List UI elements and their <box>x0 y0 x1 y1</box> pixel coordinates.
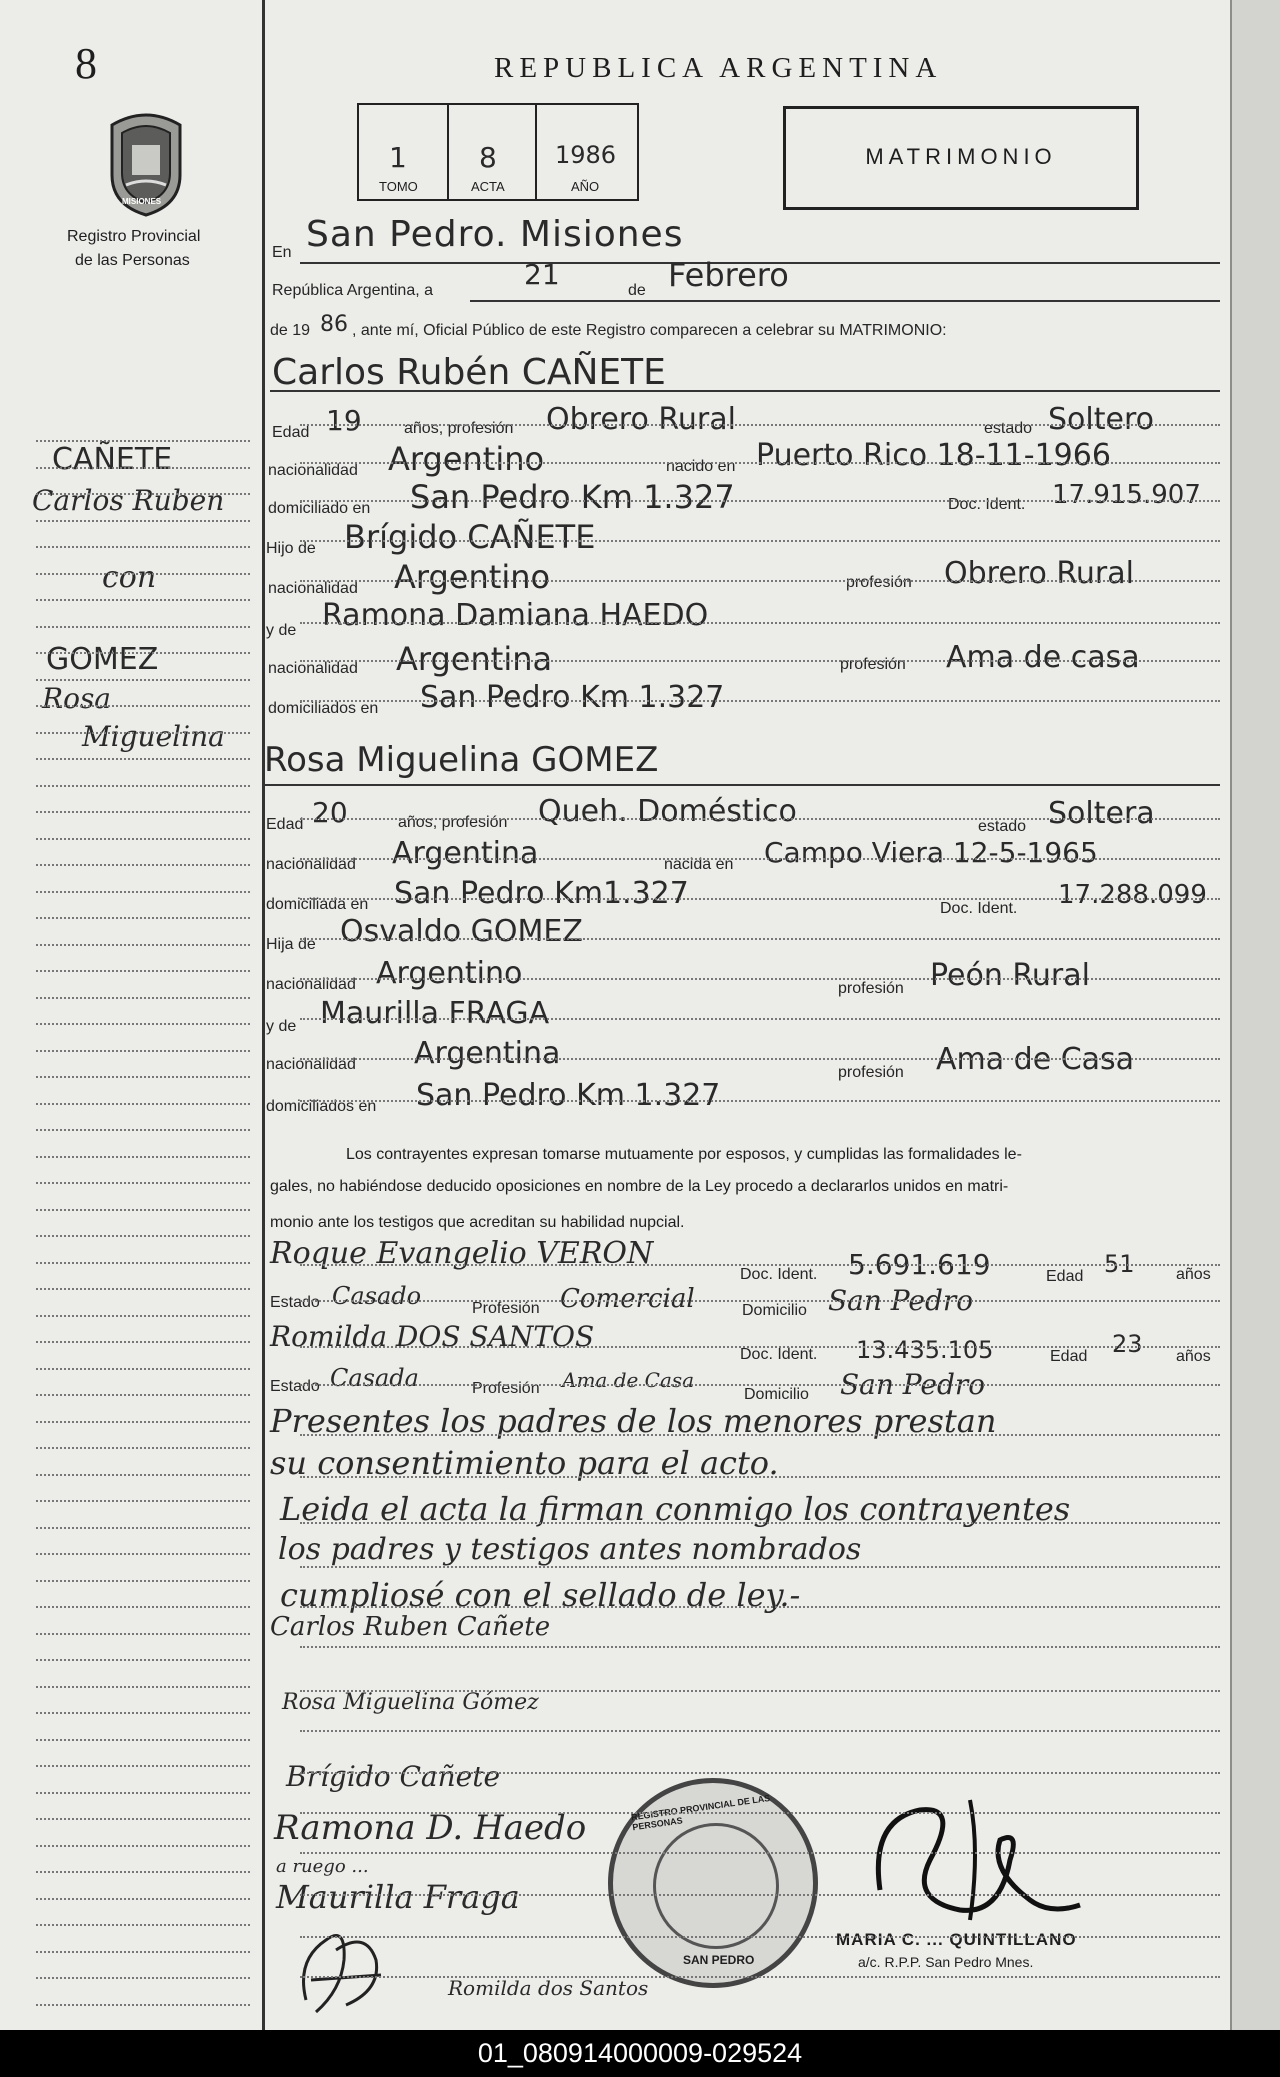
margin-rule-line <box>36 1606 250 1608</box>
margin-rule-line <box>36 1209 250 1211</box>
signature-witness2: Romilda dos Santos <box>448 1976 649 2000</box>
notes-line-4: los padres y testigos antes nombrados <box>278 1532 862 1567</box>
groom-padres-dom: San Pedro Km 1.327 <box>420 680 725 715</box>
page-number: 8 <box>75 39 97 88</box>
margin-rule-line <box>36 705 250 707</box>
witness2-prof-label: Profesión <box>472 1380 540 1397</box>
bride-dom-label: domiciliada en <box>266 896 369 913</box>
groom-prof-label: años, profesión <box>404 420 514 437</box>
notes-line-5: cumpliosé con el sellado de ley.- <box>280 1576 801 1614</box>
bride-madre-nac: Argentina <box>414 1036 561 1071</box>
year-suffix: 86 <box>320 312 348 337</box>
witness2-name: Romilda DOS SANTOS <box>270 1320 595 1353</box>
bride-doc: 17.288.099 <box>1058 880 1207 910</box>
bride-madre-label: y de <box>266 1018 297 1035</box>
groom-madre-prof-label: profesión <box>840 656 906 673</box>
margin-name-3: Miguelina <box>82 720 225 753</box>
margin-rule-line <box>36 864 250 866</box>
form-rule-line <box>300 1852 1220 1854</box>
signature-bride-mother: Maurilla Fraga <box>276 1878 520 1916</box>
form-rule-line <box>300 1894 1220 1896</box>
anio-label: AÑO <box>571 179 600 194</box>
margin-rule-line <box>36 1050 250 1052</box>
margin-rule-line <box>36 1023 250 1025</box>
margin-rule-line <box>36 1765 250 1767</box>
form-rule-line <box>300 424 1220 426</box>
margin-rule-line <box>36 546 250 548</box>
groom-nacido-label: nacido en <box>666 458 736 475</box>
margin-rule-line <box>36 1818 250 1820</box>
form-rule-line <box>300 540 1220 542</box>
margin-rule-line <box>36 997 250 999</box>
margin-name-2: Rosa <box>42 682 112 715</box>
bride-padre-prof: Peón Rural <box>930 958 1090 993</box>
bride-padre-nac: Argentino <box>376 956 523 991</box>
groom-madre-prof: Ama de casa <box>946 640 1140 675</box>
margin-rule-line <box>36 811 250 813</box>
bride-estado-label: estado <box>978 818 1027 835</box>
witness1-name: Roque Evangelio VERON <box>270 1236 654 1271</box>
margin-rule-line <box>36 1580 250 1582</box>
form-rule-line <box>300 1476 1220 1478</box>
margin-rule-line <box>36 440 250 442</box>
margin-rule-line <box>36 1368 250 1370</box>
margin-rule-line <box>36 891 250 893</box>
acta-value: 8 <box>479 141 497 174</box>
form-rule-line <box>300 1646 1220 1648</box>
margin-rule-line <box>36 520 250 522</box>
bride-padre-prof-label: profesión <box>838 980 904 997</box>
groom-padre-nac-label: nacionalidad <box>268 580 358 597</box>
margin-rule-line <box>36 1315 250 1317</box>
form-rule-line <box>300 462 1220 464</box>
bride-nac-label: nacionalidad <box>266 856 356 873</box>
groom-padre-prof-label: profesión <box>846 574 912 591</box>
witness2-doc: 13.435.105 <box>856 1336 994 1364</box>
signature-groom-father: Brígido Cañete <box>286 1760 501 1793</box>
province-emblem-icon <box>102 105 190 222</box>
bride-edad: 20 <box>312 796 348 829</box>
bride-padres-dom-label: domiciliados en <box>266 1098 377 1115</box>
witness1-prof-label: Profesión <box>472 1300 540 1317</box>
form-rule-line <box>300 898 1220 900</box>
anio-value: 1986 <box>555 141 617 169</box>
bride-edad-label: Edad <box>266 816 304 833</box>
officer-title: a/c. R.P.P. San Pedro Mnes. <box>858 1954 1034 1970</box>
witness1-edad-label: Edad <box>1046 1268 1084 1285</box>
groom-dom-label: domiciliado en <box>268 500 371 517</box>
groom-domicilio: San Pedro Km 1.327 <box>410 478 735 516</box>
margin-rule-line <box>36 1182 250 1184</box>
witness1-estado: Casado <box>332 1282 422 1310</box>
margin-rule-line <box>36 1712 250 1714</box>
groom-nac-label: nacionalidad <box>268 462 358 479</box>
margin-rule-line <box>36 1871 250 1873</box>
witness1-doc-label: Doc. Ident. <box>740 1266 818 1283</box>
official-stamp <box>608 1778 818 1988</box>
margin-rule-line <box>36 1341 250 1343</box>
declaration-line-3: monio ante los testigos que acreditan su habilidad nupcial. <box>270 1214 685 1231</box>
emblem-label: MISIONES <box>122 197 162 206</box>
margin-surname-2: GOMEZ <box>46 642 159 677</box>
notes-line-2: su consentimiento para el acto. <box>270 1444 779 1482</box>
groom-padres-dom-label: domiciliados en <box>268 700 379 717</box>
form-rule-line <box>300 978 1220 980</box>
margin-rule-line <box>36 944 250 946</box>
declaration-stmt: , ante mí, Oficial Público de este Registro comparecen a celebrar su MATRIMONIO: <box>352 322 947 339</box>
witness1-prof: Comercial <box>560 1284 695 1314</box>
stamp-bottom-text: SAN PEDRO <box>683 1953 755 1967</box>
form-rule-line <box>300 1730 1220 1732</box>
margin-rule-line <box>36 2004 250 2006</box>
margin-rule-line <box>36 785 250 787</box>
form-rule-line <box>300 580 1220 582</box>
margin-rule-line <box>36 1845 250 1847</box>
archive-footer: 01_080914000009-029524 <box>0 2030 1280 2077</box>
margin-rule-line <box>36 1076 250 1078</box>
bride-nacionalidad: Argentina <box>392 836 539 871</box>
witness2-doc-label: Doc. Ident. <box>740 1346 818 1363</box>
bride-padre: Osvaldo GOMEZ <box>340 914 583 949</box>
margin-rule-line <box>36 1792 250 1794</box>
signature-groom: Carlos Ruben Cañete <box>270 1612 551 1642</box>
form-rule-line <box>300 938 1220 940</box>
officer-signature-mark <box>850 1780 1110 1945</box>
stamp-top-text: REGISTRO PROVINCIAL DE LAS PERSONAS <box>630 1792 771 1833</box>
page-edge <box>1230 0 1280 2030</box>
bride-domicilio: San Pedro Km1.327 <box>394 876 689 911</box>
groom-padre-nac: Argentino <box>394 558 551 596</box>
form-rule-line <box>300 858 1220 860</box>
form-rule-line <box>300 1606 1220 1608</box>
tomo-value: 1 <box>389 141 407 174</box>
groom-estado-label: estado <box>984 420 1033 437</box>
witness1-dom-label: Domicilio <box>742 1302 807 1319</box>
witness2-estado-label: Estado <box>270 1378 320 1395</box>
month-value: Febrero <box>668 256 789 294</box>
registry-label-1: Registro Provincial <box>67 228 201 245</box>
groom-edad-label: Edad <box>272 424 310 441</box>
bride-madre: Maurilla FRAGA <box>320 996 550 1031</box>
witness2-edad-label: Edad <box>1050 1348 1088 1365</box>
witness2-estado: Casada <box>330 1364 419 1392</box>
witness2-dom-label: Domicilio <box>744 1386 809 1403</box>
declaration-line-2: gales, no habiéndose deducido oposiciones en nombre de la Ley procedo a declararlos unidos en matri- <box>270 1178 1009 1195</box>
form-rule-line <box>300 700 1220 702</box>
year-prefix: de 19 <box>270 322 311 339</box>
form-rule-line <box>300 1812 1220 1814</box>
margin-rule-line <box>36 917 250 919</box>
margin-rule-line <box>36 1739 250 1741</box>
bride-estado: Soltera <box>1048 796 1155 831</box>
margin-rule-line <box>36 1421 250 1423</box>
place-value: San Pedro. Misiones <box>306 214 684 255</box>
groom-nacionalidad: Argentino <box>388 440 545 478</box>
margin-rule-line <box>36 970 250 972</box>
bride-prof: Queh. Doméstico <box>538 794 797 829</box>
margin-rule-line <box>36 1898 250 1900</box>
form-rule-line <box>300 1346 1220 1348</box>
groom-madre-label: y de <box>266 622 297 639</box>
form-rule-line <box>300 1976 1220 1978</box>
witness2-edad: 23 <box>1112 1330 1143 1358</box>
republica-label: República Argentina, a <box>272 282 433 299</box>
witness1-anos-label: años <box>1176 1266 1211 1283</box>
form-rule-line <box>300 1384 1220 1386</box>
margin-rule-line <box>36 1288 250 1290</box>
margin-rule-line <box>36 1633 250 1635</box>
margin-rule-line <box>36 1103 250 1105</box>
margin-rule-line <box>36 1474 250 1476</box>
bride-madre-nac-label: nacionalidad <box>266 1056 356 1073</box>
form-rule-line <box>300 1100 1220 1102</box>
bride-name: Rosa Miguelina GOMEZ <box>264 740 659 780</box>
groom-nacido: Puerto Rico 18-11-1966 <box>756 438 1111 473</box>
de-label: de <box>628 282 646 299</box>
bride-prof-label: años, profesión <box>398 814 508 831</box>
form-rule-line <box>300 1434 1220 1436</box>
margin-rule-line <box>36 1129 250 1131</box>
form-rule-line <box>300 1018 1220 1020</box>
margin-rule-line <box>36 599 250 601</box>
groom-doc: 17.915.907 <box>1052 480 1201 510</box>
margin-rule-line <box>36 573 250 575</box>
margin-rule-line <box>36 1447 250 1449</box>
margin-rule-line <box>36 1235 250 1237</box>
bride-nacido: Campo Viera 12-5-1965 <box>764 836 1098 869</box>
bride-madre-prof-label: profesión <box>838 1064 904 1081</box>
margin-rule-line <box>36 1500 250 1502</box>
witness1-estado-label: Estado <box>270 1294 320 1311</box>
bride-nacido-label: nacida en <box>664 856 734 873</box>
form-rule-line <box>300 1772 1220 1774</box>
acta-reference-box <box>357 103 639 201</box>
form-rule-line <box>300 1522 1220 1524</box>
margin-rule-line <box>36 1951 250 1953</box>
form-rule-line <box>300 1936 1220 1938</box>
acta-label: ACTA <box>471 179 505 194</box>
tomo-label: TOMO <box>379 179 418 194</box>
groom-edad: 19 <box>326 404 362 437</box>
signature-bride: Rosa Miguelina Gómez <box>282 1690 539 1715</box>
margin-rule-line <box>36 1686 250 1688</box>
signature-a-ruego: a ruego ... <box>276 1856 369 1877</box>
day-value: 21 <box>524 258 560 291</box>
groom-name: Carlos Rubén CAÑETE <box>272 352 666 393</box>
witness1-doc: 5.691.619 <box>848 1248 991 1281</box>
form-rule-line <box>300 1690 1220 1692</box>
bride-padre-label: Hija de <box>266 936 316 953</box>
bride-padre-nac-label: nacionalidad <box>266 976 356 993</box>
notes-line-1: Presentes los padres de los menores prestan <box>270 1402 997 1440</box>
republic-title: REPUBLICA ARGENTINA <box>494 52 943 84</box>
form-rule-line <box>300 1058 1220 1060</box>
groom-estado: Soltero <box>1048 402 1154 437</box>
groom-padre-label: Hijo de <box>266 540 316 557</box>
margin-rule-line <box>36 1394 250 1396</box>
margin-rule-line <box>36 1977 250 1979</box>
margin-divider <box>262 0 265 2030</box>
form-rule-line <box>300 622 1220 624</box>
margin-rule-line <box>36 679 250 681</box>
groom-prof: Obrero Rural <box>546 402 736 437</box>
groom-madre-nac-label: nacionalidad <box>268 660 358 677</box>
margin-rule-line <box>36 1262 250 1264</box>
groom-padre-prof: Obrero Rural <box>944 556 1134 591</box>
bride-padres-dom: San Pedro Km 1.327 <box>416 1078 721 1113</box>
margin-rule-line <box>36 758 250 760</box>
notes-line-3: Leida el acta la firman conmigo los contrayentes <box>280 1490 1071 1528</box>
margin-rule-line <box>36 1156 250 1158</box>
bride-doc-label: Doc. Ident. <box>940 900 1018 917</box>
groom-doc-label: Doc. Ident. <box>948 496 1026 513</box>
groom-padre: Brígido CAÑETE <box>344 518 596 556</box>
margin-rule-line <box>36 1924 250 1926</box>
declaration-line-1: Los contrayentes expresan tomarse mutuamente por esposos, y cumplidas las formalidades le- <box>346 1146 1022 1163</box>
form-rule-line <box>300 1566 1220 1568</box>
margin-rule-line <box>36 467 250 469</box>
en-label: En <box>272 244 292 261</box>
groom-madre-nac: Argentina <box>396 640 553 678</box>
witness2-anos-label: años <box>1176 1348 1211 1365</box>
bride-madre-prof: Ama de Casa <box>936 1042 1135 1077</box>
form-rule-line <box>300 1300 1220 1302</box>
margin-rule-line <box>36 626 250 628</box>
margin-rule-line <box>36 838 250 840</box>
margin-con: con <box>102 560 157 595</box>
form-rule-line <box>300 660 1220 662</box>
groom-madre: Ramona Damiana HAEDO <box>322 598 709 633</box>
act-type: MATRIMONIO <box>865 144 1057 169</box>
witness1-dom: San Pedro <box>828 1284 974 1317</box>
margin-name-1: Carlos Ruben <box>32 484 225 517</box>
margin-rule-line <box>36 493 250 495</box>
margin-rule-line <box>36 1659 250 1661</box>
margin-rule-line <box>36 1527 250 1529</box>
registry-label-2: de las Personas <box>75 252 190 269</box>
form-rule-line <box>300 1264 1220 1266</box>
form-rule-line <box>300 500 1220 502</box>
margin-rule-line <box>36 1553 250 1555</box>
form-rule-line <box>300 818 1220 820</box>
margin-rule-line <box>36 732 250 734</box>
margin-rule-line <box>36 652 250 654</box>
officer-name: MARIA C. ... QUINTILLANO <box>836 1930 1077 1949</box>
witness2-dom: San Pedro <box>840 1368 986 1401</box>
signature-groom-mother: Ramona D. Haedo <box>274 1808 587 1848</box>
witness2-prof: Ama de Casa <box>562 1368 695 1392</box>
margin-surname-1: CAÑETE <box>52 442 173 477</box>
act-type-box <box>783 106 1139 210</box>
witness1-edad: 51 <box>1104 1250 1135 1278</box>
